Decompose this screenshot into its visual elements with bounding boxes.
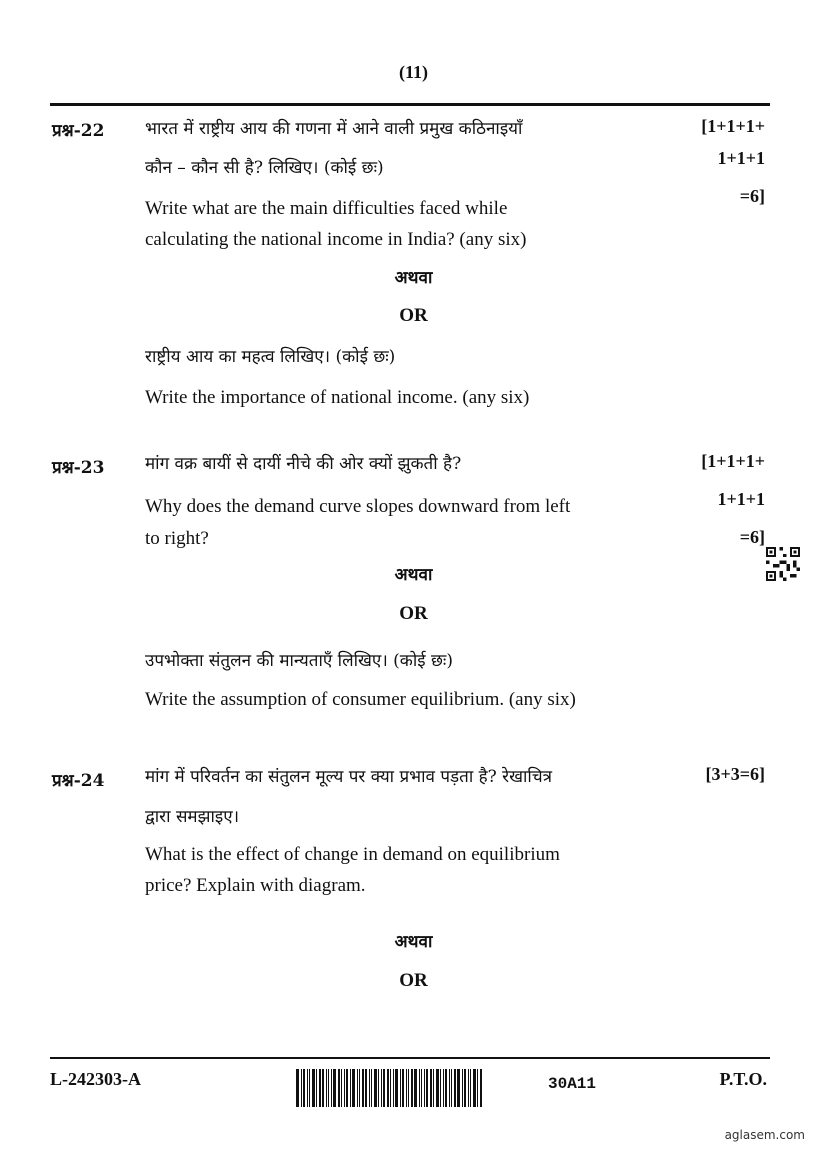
question-22-hindi-line-2: कौन – कौन सी है? लिखिए। (कोई छः) <box>145 158 384 178</box>
question-24-label: प्रश्न-24 <box>52 771 105 791</box>
question-22-alt-hindi: राष्ट्रीय आय का महत्व लिखिए। (कोई छः) <box>145 347 396 367</box>
question-22-or: OR <box>399 305 428 326</box>
question-22-marks-line-3: =6] <box>739 186 765 206</box>
question-23-hindi-line-1: मांग वक्र बायीं से दायीं नीचे की ओर क्यों झुकती है? <box>145 454 462 474</box>
question-22-athava: अथवा <box>394 268 433 288</box>
question-22-marks-line-2: 1+1+1 <box>717 148 765 168</box>
question-22-english-line-2: calculating the national income in India? (any six) <box>145 229 527 250</box>
question-23-alt-hindi: उपभोक्ता संतुलन की मान्यताएँ लिखिए। (कोई छः) <box>145 651 453 671</box>
question-23-english-line-1: Why does the demand curve slopes downward from left <box>145 496 571 517</box>
question-24-hindi-line-2: द्वारा समझाइए। <box>145 807 240 827</box>
question-23-marks-line-2: 1+1+1 <box>717 489 765 509</box>
page-number: (11) <box>399 62 428 82</box>
question-24-hindi-line-1: मांग में परिवर्तन का संतुलन मूल्य पर क्या प्रभाव पड़ता है? रेखाचित्र <box>145 767 553 787</box>
question-23-label: प्रश्न-23 <box>52 458 105 478</box>
question-23-or: OR <box>399 603 428 624</box>
question-24-or: OR <box>399 970 428 991</box>
question-22-hindi-line-1: भारत में राष्ट्रीय आय की गणना में आने वाली प्रमुख कठिनाइयाँ <box>145 119 523 139</box>
bottom-rule <box>50 1057 770 1059</box>
question-23-marks-line-1: [1+1+1+ <box>701 451 765 471</box>
paper-code: L-242303-A <box>50 1069 141 1089</box>
barcode-icon <box>296 1069 518 1107</box>
question-22-marks-line-1: [1+1+1+ <box>701 116 765 136</box>
question-24-english-line-2: price? Explain with diagram. <box>145 875 366 896</box>
question-24-marks: [3+3=6] <box>705 764 765 784</box>
paper-id: 30A11 <box>548 1075 597 1093</box>
question-23-athava: अथवा <box>394 565 433 585</box>
question-24-english-line-1: What is the effect of change in demand on equilibrium <box>145 844 560 865</box>
qr-code-icon <box>766 547 800 581</box>
question-23-marks-line-3: =6] <box>739 527 765 547</box>
question-23-english-line-2: to right? <box>145 528 209 549</box>
pto-label: P.T.O. <box>719 1069 767 1089</box>
question-22-label: प्रश्न-22 <box>52 121 105 141</box>
top-rule <box>50 103 770 106</box>
question-22-alt-english: Write the importance of national income. (any six) <box>145 387 530 408</box>
question-22-english-line-1: Write what are the main difficulties faced while <box>145 198 508 219</box>
site-watermark: aglasem.com <box>724 1128 805 1142</box>
question-23-alt-english: Write the assumption of consumer equilibrium. (any six) <box>145 689 576 710</box>
question-24-athava: अथवा <box>394 932 433 952</box>
